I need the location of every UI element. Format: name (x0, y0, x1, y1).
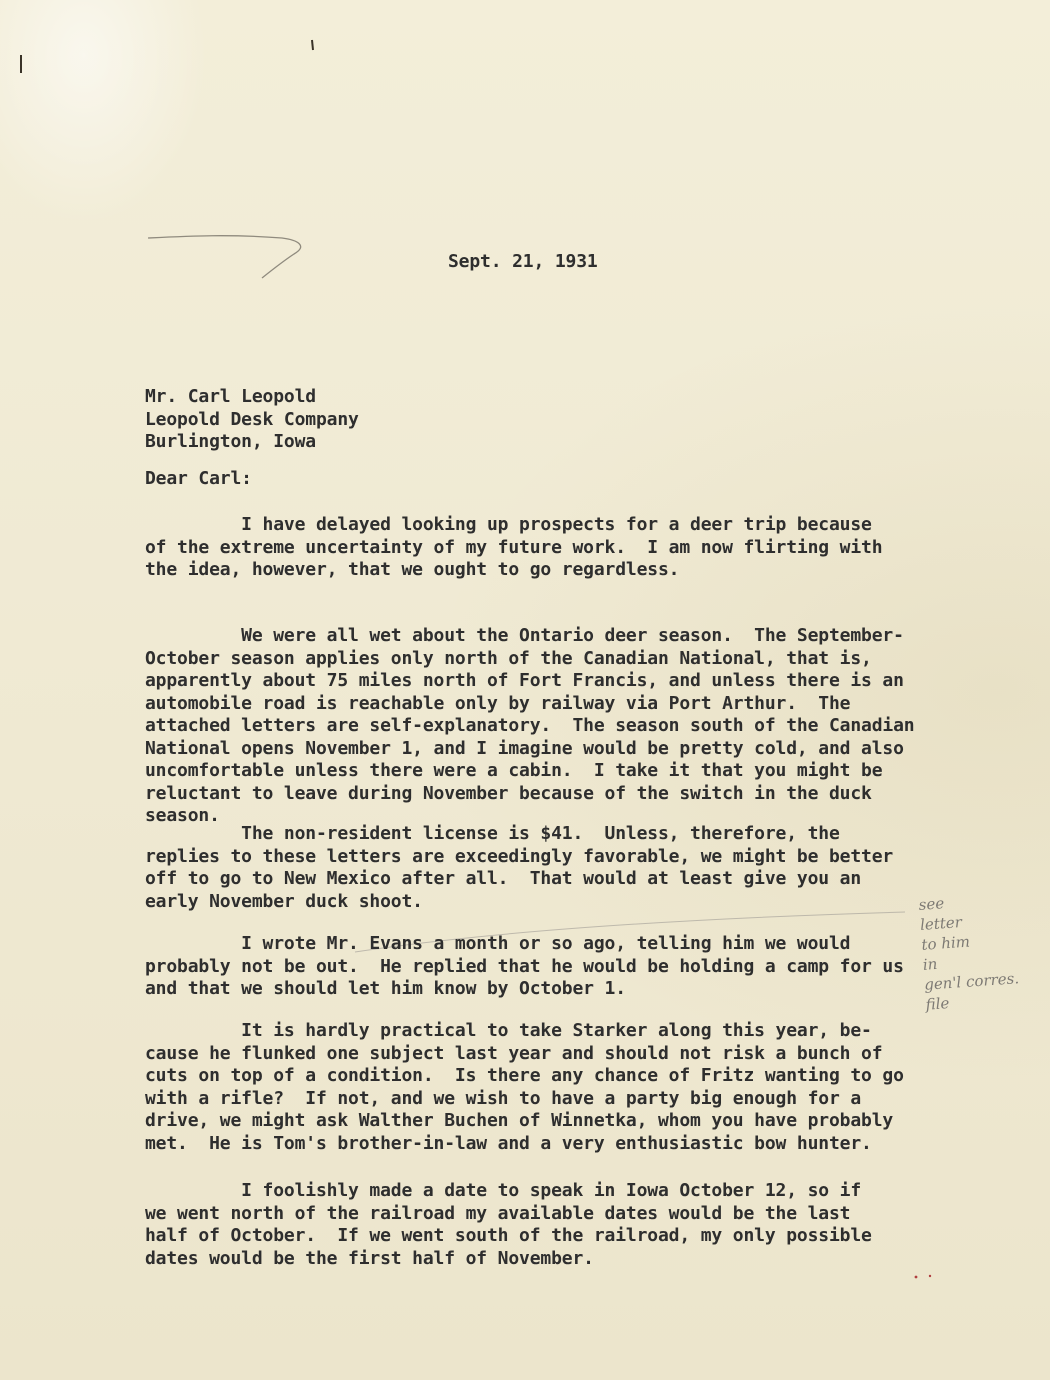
handwritten-margin-note (918, 888, 1021, 1014)
paragraph-line: cause he flunked one subject last year and should not risk a bunch of (145, 1042, 883, 1064)
paragraph (145, 1020, 965, 1155)
margin-note-line: see (918, 894, 945, 914)
paragraph-line: reluctant to leave during November because of the switch in the duck (145, 782, 872, 804)
paragraph-line: We were all wet about the Ontario deer season. The September- (145, 625, 904, 646)
paragraph-line: we went north of the railroad my available dates would be the last (145, 1202, 851, 1224)
paragraph (145, 625, 965, 828)
paragraph (145, 514, 965, 582)
paragraph-line: cuts on top of a condition. Is there any chance of Fritz wanting to go (145, 1065, 904, 1086)
salutation: Dear Carl: (145, 468, 252, 489)
paragraph-line: probably not be out. He replied that he would be holding a camp for us (145, 955, 904, 977)
address-line: Leopold Desk Company (145, 408, 359, 430)
paragraph-line: I foolishly made a date to speak in Iowa October 12, so if (145, 1180, 862, 1201)
stray-dot-mark (929, 1275, 931, 1277)
paragraph-line: uncomfortable unless there were a cabin. I take it that you might be (145, 760, 883, 781)
paragraph-line: The non-resident license is $41. Unless, therefore, the (145, 823, 840, 844)
paragraph-line: early November duck shoot. (145, 890, 423, 912)
pencil-stroke-mark (148, 236, 301, 278)
paragraph-line: of the extreme uncertainty of my future work. I am now flirting with (145, 536, 883, 558)
paragraph-line: half of October. If we went south of the railroad, my only possible (145, 1225, 872, 1246)
address-line: Burlington, Iowa (145, 431, 316, 452)
paragraph (145, 1180, 965, 1270)
margin-note-line: to him (920, 932, 971, 954)
paragraph-line: the idea, however, that we ought to go regardless. (145, 559, 680, 580)
paragraph-line: I wrote Mr. Evans a month or so ago, telling him we would (145, 933, 851, 954)
paragraph-line: October season applies only north of the Canadian National, that is, (145, 647, 872, 669)
margin-note-line: gen'l corres. (923, 969, 1020, 994)
paragraph-line: It is hardly practical to take Starker along this year, be- (145, 1020, 872, 1041)
paragraph-line: replies to these letters are exceedingly favorable, we might be better (145, 845, 894, 867)
paragraph-line: attached letters are self-explanatory. The season south of the Canadian (145, 715, 915, 736)
paragraph-line: dates would be the first half of November. (145, 1247, 594, 1269)
paragraph-line: drive, we might ask Walther Buchen of Winnetka, whom you have probably (145, 1110, 894, 1131)
margin-note-line: letter (919, 913, 963, 934)
paragraph-line: and that we should let him know by October 1. (145, 978, 626, 999)
stray-dot-mark (915, 1276, 918, 1279)
paragraph-line: with a rifle? If not, and we wish to have a party big enough for a (145, 1087, 862, 1109)
recipient-address (145, 386, 359, 454)
paragraph (145, 823, 965, 913)
margin-tick-mark (312, 40, 313, 50)
margin-note-line: in (922, 954, 938, 974)
paragraph-line: off to go to New Mexico after all. That would at least give you an (145, 868, 862, 889)
paragraph-line: automobile road is reachable only by railway via Port Arthur. The (145, 692, 851, 714)
paragraph-line: apparently about 75 miles north of Fort Francis, and unless there is an (145, 670, 904, 691)
letter-date: Sept. 21, 1931 (448, 251, 598, 272)
paragraph (145, 933, 965, 1001)
margin-note-line: file (925, 994, 950, 1014)
paragraph-line: season. (145, 805, 220, 826)
address-line: Mr. Carl Leopold (145, 386, 316, 407)
paragraph-line: National opens November 1, and I imagine would be pretty cold, and also (145, 737, 904, 759)
paragraph-line: I have delayed looking up prospects for a deer trip because (145, 514, 872, 535)
paragraph-line: met. He is Tom's brother-in-law and a very enthusiastic bow hunter. (145, 1132, 872, 1154)
